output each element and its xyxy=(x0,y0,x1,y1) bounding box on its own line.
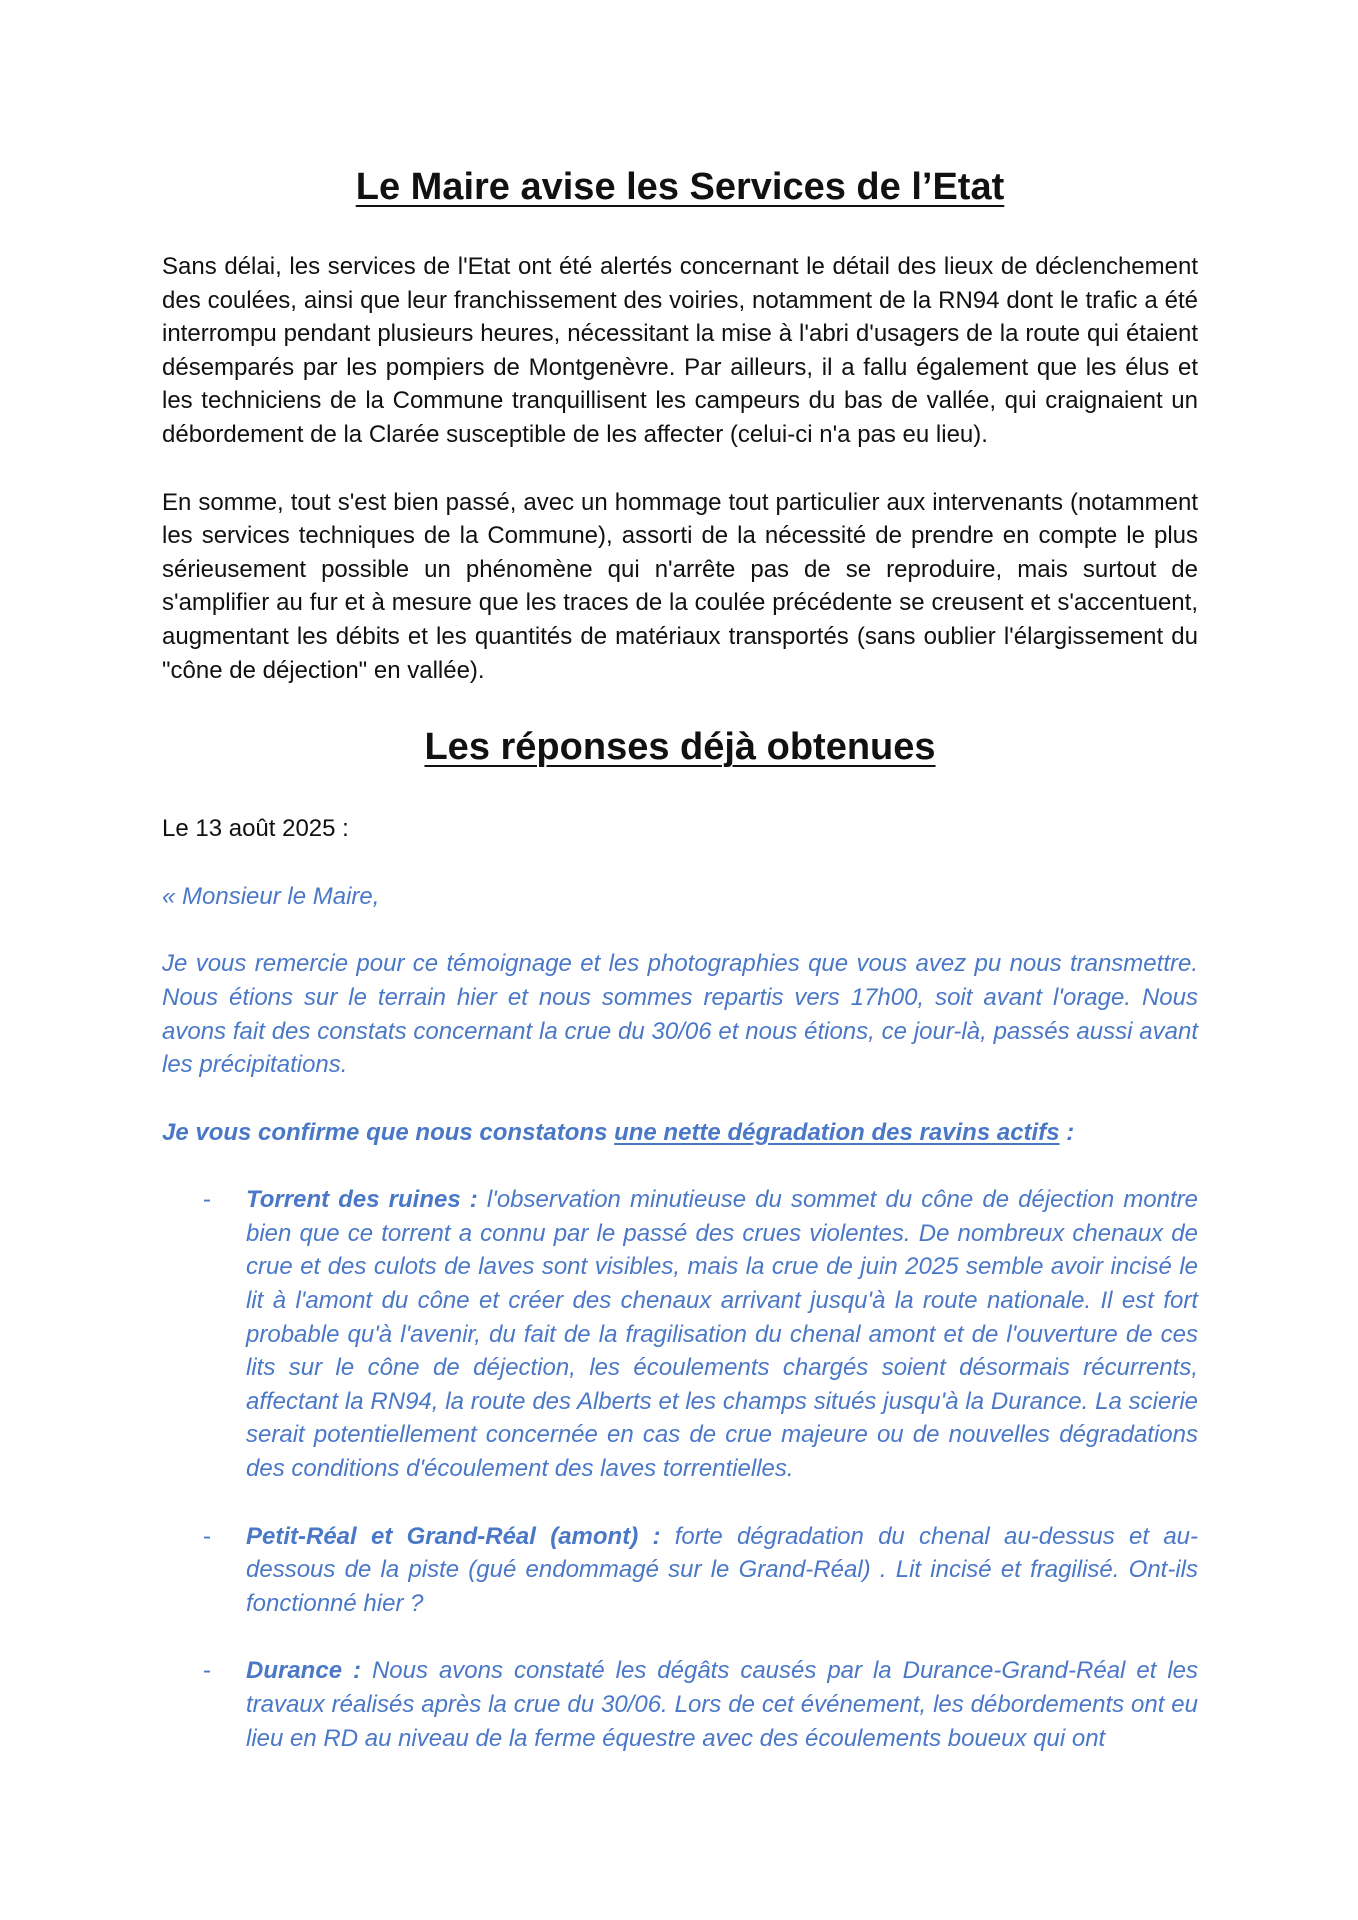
list-item-torrent-des-ruines xyxy=(162,1183,1198,1485)
item-text: l'observation minutieuse du sommet du cône de déjection montre bien que ce torrent a connu par le passé des crues violentes. De nombreux chenaux de crue et des culots de laves sont visibles, mais la crue de juin 2025 semble avoir incisé le lit à l'amont du cône et créer des chenaux arrivant jusqu'à la route nationale. Il est fort probable qu'à l'avenir, du fait de la fragilisation du chenal amont et de l'ouverture de ces lits sur le cône de déjection, les écoulements chargés soient désormais récurrents, affectant la RN94, la route des Alberts et les champs situés jusqu'à la Durance. La scierie serait potentiellement concernée en cas de crue majeure ou de nouvelles dégradations des conditions d'écoulement des laves torrentielles. xyxy=(246,1186,1199,1483)
item-text: Nous avons constaté les dégâts causés par la Durance-Grand-Réal et les travaux réalisés après la crue du 30/06. Lors de cet événement, les débordements ont eu lieu en RD au niveau de la ferme équestre avec des écoulements boueux qui ont xyxy=(246,1657,1199,1752)
dash-bullet: - xyxy=(203,1657,211,1685)
item-text: forte dégradation du chenal au-dessus et au-dessous de la piste (gué endommagé sur le Grand-Réal) . Lit incisé et fragilisé. Ont-ils fonctionné hier ? xyxy=(246,1522,1199,1617)
list-item-petit-grand-real xyxy=(162,1520,1198,1621)
dash-bullet: - xyxy=(203,1522,211,1550)
findings-list xyxy=(162,1183,1198,1755)
confirm-suffix: : xyxy=(1059,1118,1075,1146)
confirm-underlined: une nette dégradation des ravins actifs xyxy=(614,1118,1060,1146)
letter-confirmation xyxy=(162,1116,1198,1150)
letter-salutation: « Monsieur le Maire, xyxy=(162,882,380,910)
item-label: Torrent des ruines : xyxy=(246,1186,478,1214)
paragraph-alert: Sans délai, les services de l'Etat ont été alertés concernant le détail des lieux de déclenchement des coulées, ainsi que leur franchissement des voiries, notamment de la RN94 dont le trafic a été interrompu pendant plusieurs heures, nécessitant la mise à l'abri d'usagers de la route qui étaient désemparés par les pompiers de Montgenèvre. Par ailleurs, il a fallu également que les élus et les techniciens de la Commune tranquillisent les campeurs du bas de vallée, qui craignaient un débordement de la Clarée susceptible de les affecter (celui-ci n'a pas eu lieu). xyxy=(162,253,1198,448)
dash-bullet: - xyxy=(203,1186,211,1214)
list-item-durance xyxy=(162,1654,1198,1755)
item-label: Durance : xyxy=(246,1657,361,1685)
date-line: Le 13 août 2025 : xyxy=(162,815,349,843)
paragraph-summary: En somme, tout s'est bien passé, avec un hommage tout particulier aux intervenants (notamment les services techniques de la Commune), assorti de la nécessité de prendre en compte le plus sérieusement possible un phénomène qui n'arrête pas de se reproduire, mais surtout de s'amplifier au fur et à mesure que les traces de la coulée précédente se creusent et s'accentuent, augmentant les débits et les quantités de matériaux transportés (sans oublier l'élargissement du "cône de déjection" en vallée). xyxy=(162,488,1198,684)
section-title-responses: Les réponses déjà obtenues xyxy=(424,726,936,769)
section-title-mayor-notice: Le Maire avise les Services de l’Etat xyxy=(355,166,1005,208)
item-label: Petit-Réal et Grand-Réal (amont) : xyxy=(246,1522,661,1550)
letter-intro: Je vous remercie pour ce témoignage et les photographies que vous avez pu nous transmettre. Nous étions sur le terrain hier et nous sommes repartis vers 17h00, soit avant l'orage. Nous avons fait des constats concernant la crue du 30/06 et nous étions, ce jour-là, passés aussi avant les précipitations. xyxy=(162,950,1198,1079)
confirm-prefix: Je vous confirme que nous constatons xyxy=(162,1118,615,1146)
